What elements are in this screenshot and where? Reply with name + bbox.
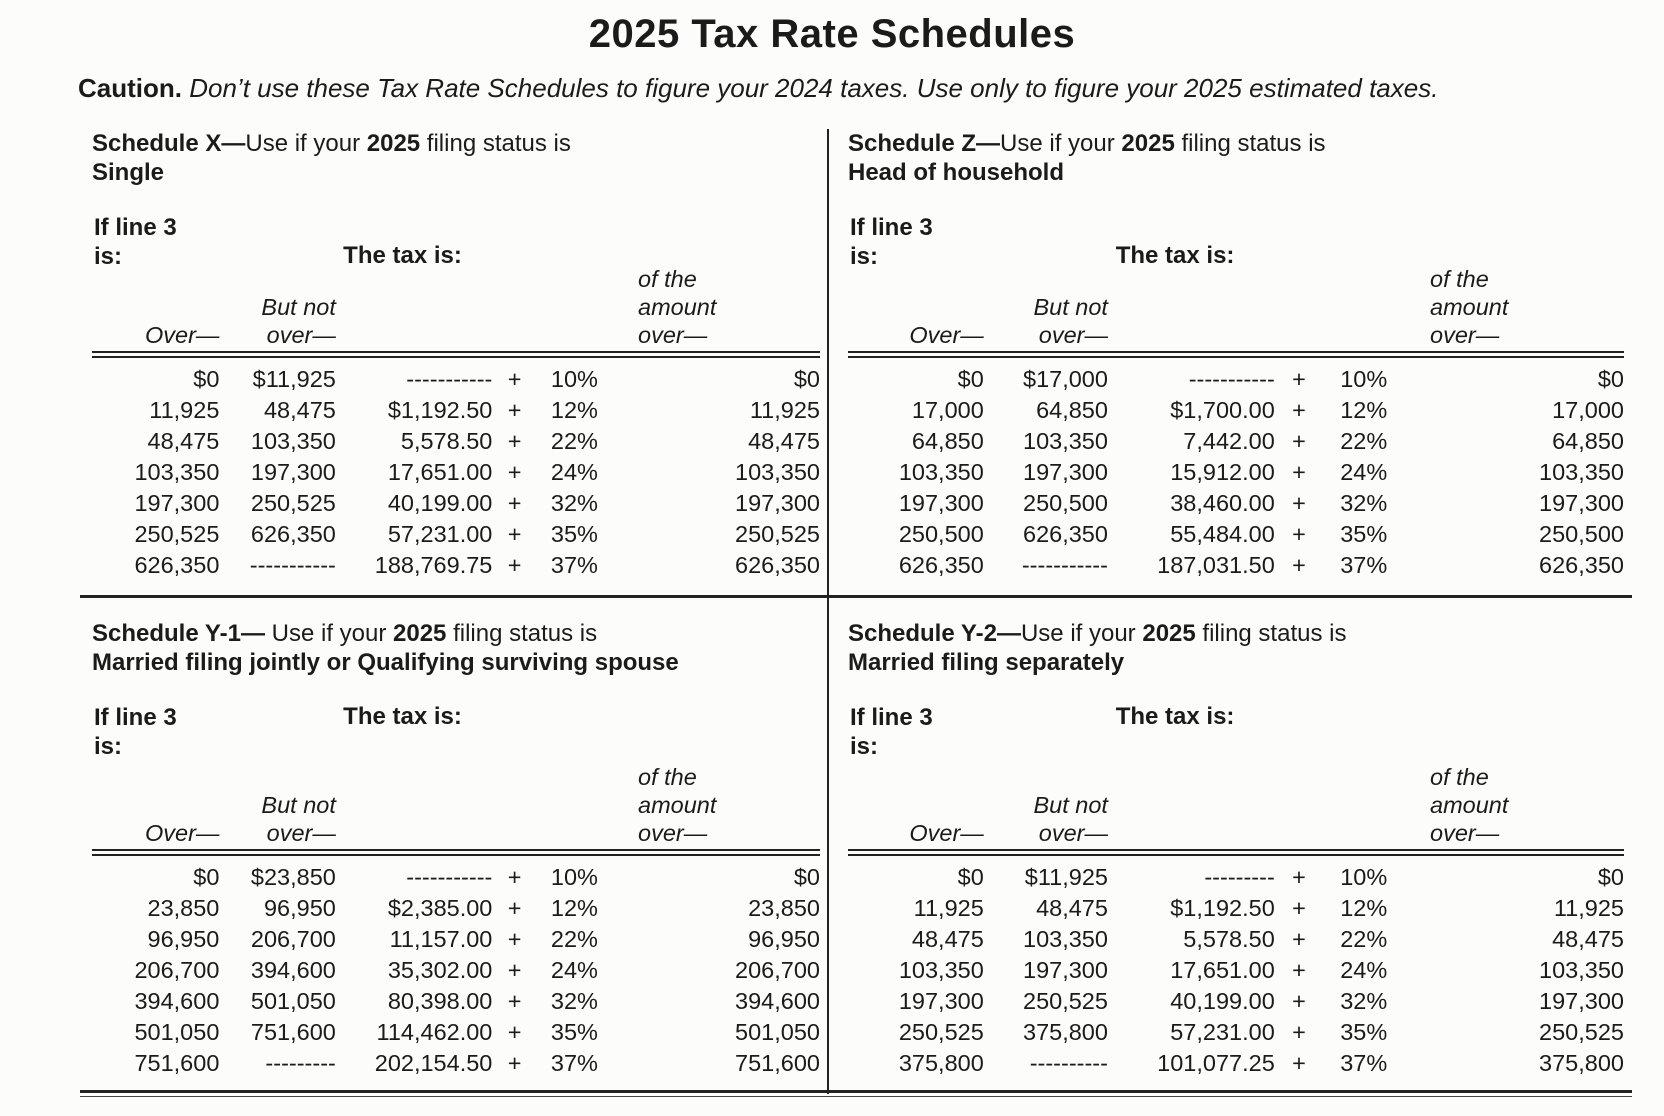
of-amount-over-value: 23,850 (748, 895, 820, 921)
tax-base-amount: 57,231.00 (387, 521, 493, 547)
tax-rate: 10% (1340, 366, 1388, 392)
plus-sign: + (1292, 552, 1306, 578)
of-the-text: of the (638, 266, 697, 292)
but-not-over-value: 197,300 (250, 459, 336, 485)
but-not-over-column-label (261, 791, 335, 847)
over-column-label: Over— (144, 322, 220, 348)
but-not-over-value: 48,475 (1036, 895, 1108, 921)
tax-rate: 10% (550, 366, 598, 392)
columns-header (848, 201, 1624, 351)
the-tax-is-label: The tax is: (343, 242, 462, 269)
schedule-name: Schedule X— (92, 130, 246, 157)
schedule-year: 2025 (1142, 620, 1196, 647)
tax-rate: 24% (1340, 957, 1388, 983)
but-not-over-value: 626,350 (1023, 521, 1108, 547)
plus-sign: + (507, 552, 522, 578)
schedule-use-text: Use if your (264, 620, 394, 647)
schedule-z-section (828, 119, 1632, 595)
tax-bracket-row (92, 488, 820, 519)
tax-bracket-row (92, 986, 820, 1017)
over-value: 501,050 (134, 1019, 220, 1045)
tax-bracket-row (848, 1048, 1624, 1079)
tax-rate: 24% (1340, 459, 1388, 485)
over-value: 96,950 (147, 926, 220, 952)
tax-brackets-table (848, 364, 1624, 581)
but-not-over-value: ----------- (1021, 552, 1108, 578)
table-header-rule (92, 849, 820, 856)
tax-base-amount: ----------- (406, 366, 493, 392)
over-value: 206,700 (134, 957, 220, 983)
plus-sign: + (1292, 957, 1306, 983)
plus-sign: + (1292, 521, 1306, 547)
tax-rate: 32% (1340, 988, 1388, 1014)
schedules-grid (80, 119, 1632, 1097)
of-amount-over-value: 250,525 (735, 521, 820, 547)
over-value: 250,525 (134, 521, 220, 547)
tax-brackets-table (92, 862, 820, 1079)
table-header-rule (848, 351, 1624, 358)
but-not-over-value: ---------- (1029, 1050, 1108, 1076)
the-tax-is-label: The tax is: (343, 703, 462, 730)
but-not-over-column-label (1033, 293, 1107, 349)
but-not-over-value: 375,800 (1023, 1019, 1108, 1045)
plus-sign: + (507, 895, 522, 921)
over-value: 626,350 (134, 552, 220, 578)
over-value: 751,600 (134, 1050, 220, 1076)
tax-rate: 12% (550, 397, 598, 423)
over-value: 103,350 (898, 957, 984, 983)
tax-base-amount: $2,385.00 (387, 895, 493, 921)
but-not-over-value: 103,350 (1023, 428, 1108, 454)
tax-bracket-row (92, 862, 820, 893)
filing-status: Married filing jointly or Qualifying surviving spouse (92, 649, 679, 676)
tax-base-amount: 40,199.00 (387, 490, 493, 516)
but-not-over-value: 64,850 (1036, 397, 1108, 423)
but-not-over-value: 250,525 (1023, 988, 1108, 1014)
plus-sign: + (507, 366, 522, 392)
of-amount-over-value: 751,600 (735, 1050, 820, 1076)
filing-status: Head of household (848, 159, 1064, 186)
schedule-title (848, 619, 1624, 677)
tax-rate: 24% (550, 459, 598, 485)
tax-brackets-table (92, 364, 820, 581)
tax-bracket-row (848, 955, 1624, 986)
caution-note (78, 73, 1664, 103)
tax-bracket-row (848, 364, 1624, 395)
of-amount-over-value: 48,475 (748, 428, 820, 454)
caution-label: Caution. (78, 73, 182, 103)
tax-base-amount: 114,462.00 (376, 1019, 493, 1045)
schedule-use-suffix: filing status is (1195, 620, 1347, 647)
tax-rate: 35% (550, 521, 598, 547)
tax-base-amount: $1,700.00 (1170, 397, 1275, 423)
schedule-use-suffix: filing status is (420, 130, 571, 157)
if-line-3-text: If line 3 (94, 704, 177, 731)
over-value: 64,850 (911, 428, 984, 454)
over-value: 103,350 (134, 459, 220, 485)
tax-bracket-row (92, 1017, 820, 1048)
schedule-title (92, 619, 820, 677)
schedule-name: Schedule Z— (848, 130, 1001, 157)
tax-base-amount: $1,192.50 (387, 397, 493, 423)
schedule-year: 2025 (366, 130, 421, 157)
of-amount-over-value: 375,800 (1539, 1050, 1624, 1076)
tax-bracket-row (848, 862, 1624, 893)
plus-sign: + (507, 926, 522, 952)
plus-sign: + (507, 988, 522, 1014)
of-amount-over-value: 206,700 (735, 957, 820, 983)
tax-base-amount: 188,769.75 (374, 552, 493, 578)
tax-base-amount: 55,484.00 (1170, 521, 1275, 547)
tax-bracket-row (92, 364, 820, 395)
of-amount-over-column-label (1430, 763, 1508, 847)
plus-sign: + (507, 428, 522, 454)
but-not-over-value: 206,700 (250, 926, 336, 952)
schedule-year: 2025 (393, 620, 447, 647)
plus-sign: + (507, 1050, 522, 1076)
of-the-text: of the (1430, 764, 1489, 790)
tax-bracket-row (848, 488, 1624, 519)
of-amount-over-value: 197,300 (735, 490, 820, 516)
schedule-y1-section (80, 595, 828, 1097)
over-value: 394,600 (134, 988, 220, 1014)
plus-sign: + (507, 397, 522, 423)
tax-bracket-row (848, 893, 1624, 924)
if-line-3-label (850, 213, 933, 271)
over-column-label: Over— (909, 322, 984, 348)
over-text: over— (638, 322, 708, 348)
but-not-over-value: 96,950 (263, 895, 336, 921)
over-column-label: Over— (144, 820, 220, 846)
but-not-text: But not (1033, 792, 1108, 818)
of-amount-over-value: 626,350 (1539, 552, 1624, 578)
but-not-over-value: 250,525 (250, 490, 336, 516)
filing-status: Single (92, 159, 165, 186)
over-value: 197,300 (134, 490, 220, 516)
plus-sign: + (1292, 428, 1306, 454)
over-text: over— (1430, 820, 1500, 846)
columns-header (92, 691, 820, 849)
tax-bracket-row (92, 955, 820, 986)
tax-bracket-row (92, 519, 820, 550)
over-text: over— (638, 820, 708, 846)
tax-base-amount: 40,199.00 (1170, 988, 1275, 1014)
if-line-3-label (850, 703, 933, 761)
over-value: $0 (957, 366, 984, 392)
of-amount-over-value: 48,475 (1552, 926, 1624, 952)
tax-bracket-row (848, 426, 1624, 457)
schedule-use-text: Use if your (1000, 130, 1122, 157)
over-value: $0 (193, 864, 220, 890)
table-header-rule (92, 351, 820, 358)
tax-bracket-row (92, 893, 820, 924)
of-amount-over-value: 626,350 (735, 552, 820, 578)
of-amount-over-value: 11,925 (1553, 895, 1624, 921)
tax-rate: 12% (1340, 397, 1388, 423)
tax-rate: 35% (1340, 1019, 1388, 1045)
of-amount-over-value: 103,350 (735, 459, 820, 485)
tax-base-amount: 5,578.50 (400, 428, 493, 454)
but-not-over-value: 501,050 (250, 988, 336, 1014)
is-text: is: (850, 243, 879, 270)
tax-rate: 12% (1340, 895, 1388, 921)
over-value: 103,350 (898, 459, 984, 485)
over-value: 48,475 (147, 428, 220, 454)
tax-base-amount: 80,398.00 (387, 988, 493, 1014)
schedule-name: Schedule Y-1— (92, 620, 265, 647)
tax-rate: 37% (550, 552, 598, 578)
tax-rate: 22% (1340, 926, 1388, 952)
over-value: 11,925 (913, 895, 984, 921)
but-not-over-value: 197,300 (1023, 957, 1108, 983)
of-amount-over-value: 103,350 (1539, 957, 1624, 983)
over-value: 250,500 (898, 521, 984, 547)
but-not-over-value: $17,000 (1023, 366, 1108, 392)
tax-rate: 37% (1340, 1050, 1388, 1076)
tax-base-amount: --------- (1204, 864, 1275, 890)
over-value: 375,800 (898, 1050, 984, 1076)
but-not-over-value: 103,350 (250, 428, 336, 454)
but-not-text: But not (261, 792, 336, 818)
the-tax-is-label: The tax is: (1115, 703, 1235, 730)
center-vertical-divider (827, 129, 829, 1094)
page-title: 2025 Tax Rate Schedules (588, 12, 1076, 56)
plus-sign: + (507, 521, 522, 547)
tax-bracket-row (848, 924, 1624, 955)
tax-rate: 22% (550, 428, 598, 454)
the-tax-is-label: The tax is: (1115, 242, 1235, 269)
of-amount-over-value: 250,500 (1539, 521, 1624, 547)
tax-base-amount: 15,912.00 (1170, 459, 1275, 485)
but-not-over-value: $11,925 (1024, 864, 1108, 890)
tax-bracket-row (92, 550, 820, 581)
tax-rate: 10% (1340, 864, 1388, 890)
plus-sign: + (1292, 926, 1306, 952)
tax-base-amount: 11,157.00 (389, 926, 493, 952)
schedule-y2-section (828, 595, 1632, 1097)
schedule-use-text: Use if your (1020, 620, 1143, 647)
over-value: 626,350 (898, 552, 984, 578)
of-amount-over-value: $0 (1597, 864, 1624, 890)
but-not-over-value: 626,350 (250, 521, 336, 547)
tax-bracket-row (92, 457, 820, 488)
plus-sign: + (507, 459, 522, 485)
amount-text: amount (638, 792, 717, 818)
over-text: over— (1038, 322, 1108, 348)
tax-rate: 32% (1340, 490, 1388, 516)
but-not-over-value: 103,350 (1023, 926, 1108, 952)
but-not-text: But not (1033, 294, 1108, 320)
but-not-over-value: $11,925 (252, 366, 336, 392)
plus-sign: + (1292, 490, 1306, 516)
tax-rate: 10% (550, 864, 598, 890)
tax-bracket-row (848, 1017, 1624, 1048)
but-not-over-column-label (261, 293, 335, 349)
of-amount-over-value: 197,300 (1539, 490, 1624, 516)
over-value: $0 (193, 366, 220, 392)
of-the-text: of the (1430, 266, 1489, 292)
caution-text: Don’t use these Tax Rate Schedules to figure your 2024 taxes. Use only to figure your 2025 estimated taxes. (182, 73, 1439, 103)
over-text: over— (1430, 322, 1500, 348)
tax-bracket-row (848, 519, 1624, 550)
tax-base-amount: 17,651.00 (387, 459, 493, 485)
tax-base-amount: 38,460.00 (1170, 490, 1275, 516)
tax-rate: 32% (550, 988, 598, 1014)
but-not-over-value: 197,300 (1023, 459, 1108, 485)
of-amount-over-value: $0 (793, 366, 820, 392)
tax-base-amount: 101,077.25 (1157, 1050, 1275, 1076)
over-value: 197,300 (898, 988, 984, 1014)
of-amount-over-value: $0 (793, 864, 820, 890)
tax-base-amount: 57,231.00 (1170, 1019, 1275, 1045)
over-value: 17,000 (911, 397, 984, 423)
schedule-x-section (80, 119, 828, 595)
tax-base-amount: 17,651.00 (1170, 957, 1275, 983)
but-not-text: But not (261, 294, 336, 320)
of-amount-over-value: 11,925 (749, 397, 820, 423)
columns-header (92, 201, 820, 351)
bottom-rule (80, 1090, 1632, 1097)
tax-rate: 22% (1340, 428, 1388, 454)
plus-sign: + (1292, 397, 1306, 423)
amount-text: amount (638, 294, 717, 320)
but-not-over-value: --------- (265, 1050, 336, 1076)
plus-sign: + (507, 490, 522, 516)
tax-bracket-row (848, 986, 1624, 1017)
schedule-name: Schedule Y-2— (848, 620, 1021, 647)
filing-status: Married filing separately (848, 649, 1125, 676)
tax-bracket-row (848, 395, 1624, 426)
tax-bracket-row (92, 1048, 820, 1079)
over-text: over— (266, 820, 336, 846)
tax-base-amount: ----------- (1188, 366, 1275, 392)
but-not-over-value: 48,475 (263, 397, 336, 423)
over-value: 48,475 (911, 926, 984, 952)
of-the-text: of the (638, 764, 697, 790)
plus-sign: + (1292, 366, 1306, 392)
of-amount-over-value: 64,850 (1552, 428, 1624, 454)
over-value: 11,925 (149, 397, 220, 423)
tax-bracket-row (848, 550, 1624, 581)
over-value: 23,850 (147, 895, 220, 921)
tax-bracket-row (848, 457, 1624, 488)
over-text: over— (266, 322, 336, 348)
over-value: 197,300 (898, 490, 984, 516)
but-not-over-value: 250,500 (1023, 490, 1108, 516)
of-amount-over-value: 103,350 (1539, 459, 1624, 485)
but-not-over-value: 394,600 (250, 957, 336, 983)
tax-base-amount: 7,442.00 (1183, 428, 1275, 454)
over-value: 250,525 (898, 1019, 984, 1045)
over-value: $0 (957, 864, 984, 890)
plus-sign: + (507, 1019, 522, 1045)
amount-text: amount (1430, 294, 1509, 320)
over-column-label: Over— (909, 820, 984, 846)
plus-sign: + (1292, 1050, 1306, 1076)
tax-rate: 37% (550, 1050, 598, 1076)
tax-bracket-row (92, 395, 820, 426)
plus-sign: + (1292, 1019, 1306, 1045)
of-amount-over-value: 96,950 (748, 926, 820, 952)
tax-base-amount: 187,031.50 (1157, 552, 1275, 578)
but-not-over-value: $23,850 (250, 864, 336, 890)
tax-base-amount: 35,302.00 (387, 957, 493, 983)
schedule-use-suffix: filing status is (446, 620, 598, 647)
plus-sign: + (1292, 988, 1306, 1014)
over-text: over— (1038, 820, 1108, 846)
columns-header (848, 691, 1624, 849)
tax-bracket-row (92, 426, 820, 457)
schedule-year: 2025 (1121, 130, 1175, 157)
but-not-over-value: 751,600 (250, 1019, 336, 1045)
but-not-over-column-label (1033, 791, 1107, 847)
tax-brackets-table (848, 862, 1624, 1079)
of-amount-over-value: 501,050 (735, 1019, 820, 1045)
of-amount-over-column-label (638, 265, 716, 349)
if-line-3-label (94, 213, 177, 271)
tax-base-amount: $1,192.50 (1170, 895, 1275, 921)
section-divider-rule (80, 595, 1632, 598)
if-line-3-label (94, 703, 177, 761)
amount-text: amount (1430, 792, 1509, 818)
plus-sign: + (1292, 895, 1306, 921)
of-amount-over-value: $0 (1597, 366, 1624, 392)
tax-base-amount: 202,154.50 (374, 1050, 493, 1076)
but-not-over-value: ----------- (249, 552, 336, 578)
tax-rate: 35% (550, 1019, 598, 1045)
schedule-title (92, 129, 820, 187)
tax-bracket-row (92, 924, 820, 955)
tax-rate: 35% (1340, 521, 1388, 547)
tax-rate: 37% (1340, 552, 1388, 578)
tax-base-amount: ----------- (406, 864, 493, 890)
is-text: is: (94, 243, 123, 270)
schedule-use-text: Use if your (245, 130, 367, 157)
tax-rate: 32% (550, 490, 598, 516)
is-text: is: (94, 733, 123, 760)
tax-rate: 24% (550, 957, 598, 983)
is-text: is: (850, 733, 879, 760)
schedule-title (848, 129, 1624, 187)
if-line-3-text: If line 3 (94, 214, 177, 241)
table-header-rule (848, 849, 1624, 856)
tax-rate: 12% (550, 895, 598, 921)
if-line-3-text: If line 3 (850, 704, 933, 731)
of-amount-over-value: 250,525 (1539, 1019, 1624, 1045)
of-amount-over-column-label (1430, 265, 1508, 349)
of-amount-over-value: 394,600 (735, 988, 820, 1014)
of-amount-over-value: 197,300 (1539, 988, 1624, 1014)
plus-sign: + (1292, 864, 1306, 890)
tax-base-amount: 5,578.50 (1183, 926, 1275, 952)
plus-sign: + (1292, 459, 1306, 485)
tax-rate: 22% (550, 926, 598, 952)
of-amount-over-column-label (638, 763, 716, 847)
if-line-3-text: If line 3 (850, 214, 933, 241)
plus-sign: + (507, 957, 522, 983)
schedule-use-suffix: filing status is (1174, 130, 1326, 157)
of-amount-over-value: 17,000 (1552, 397, 1624, 423)
plus-sign: + (507, 864, 522, 890)
